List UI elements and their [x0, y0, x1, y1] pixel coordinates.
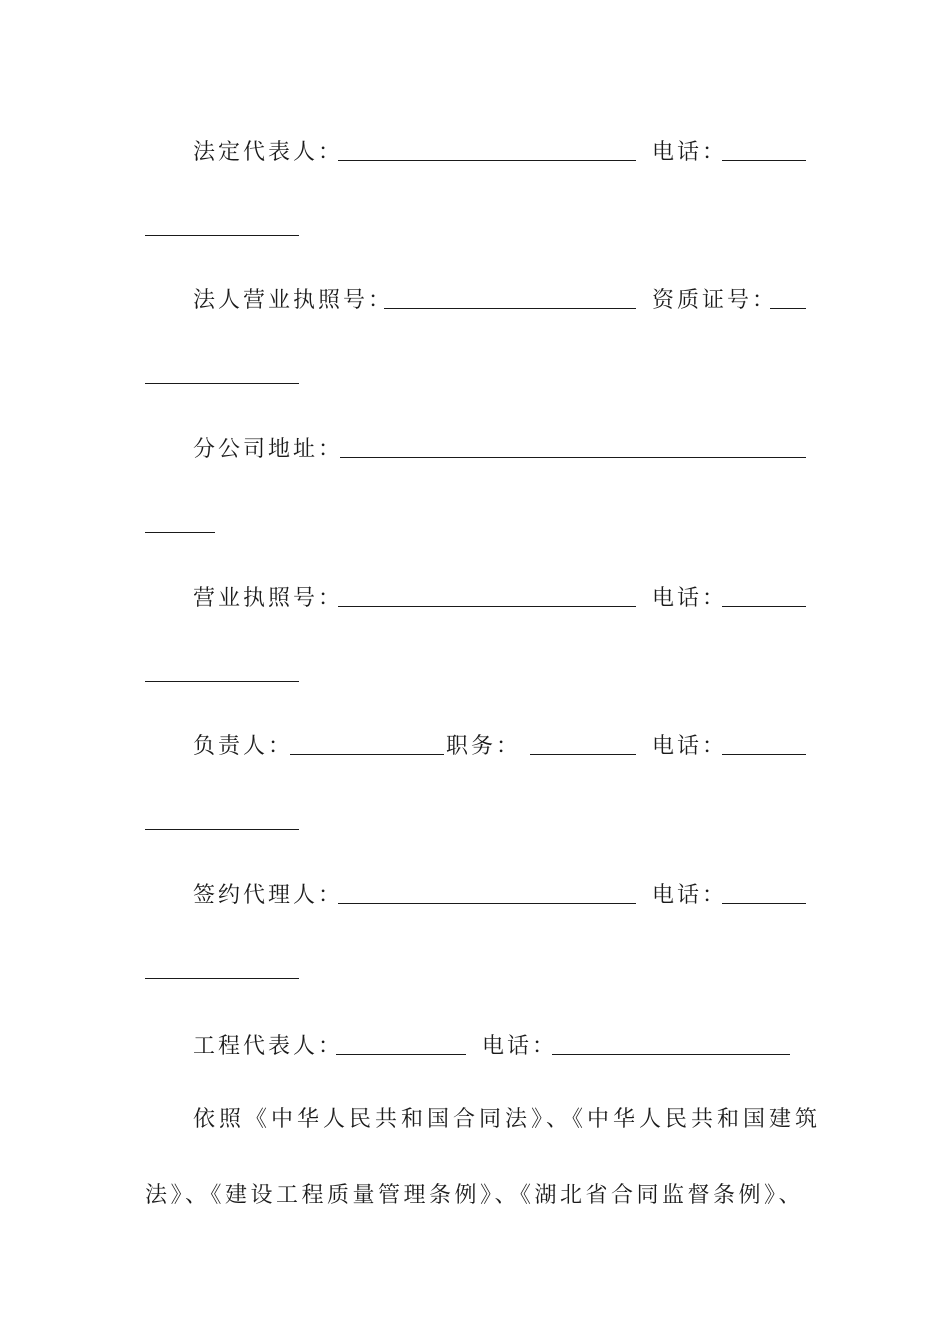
- agent-phone-label: 电话：: [652, 883, 728, 908]
- branch-license-label: 营业执照号：: [193, 586, 344, 611]
- person-in-charge-label: 负责人：: [193, 734, 294, 759]
- branch-phone-blank[interactable]: [722, 606, 806, 607]
- signing-agent-label: 签约代理人：: [193, 883, 344, 908]
- project-rep-phone-blank[interactable]: [552, 1054, 790, 1055]
- position-label: 职务：: [446, 734, 522, 759]
- project-rep-blank[interactable]: [336, 1054, 466, 1055]
- branch-phone-blank-cont[interactable]: [145, 681, 299, 682]
- branch-address-blank[interactable]: [340, 457, 806, 458]
- qualification-label: 资质证号：: [652, 288, 778, 313]
- person-phone-blank[interactable]: [722, 754, 806, 755]
- branch-phone-label: 电话：: [652, 586, 728, 611]
- body-text-line-2: 法》、《建设工程质量管理条例》、《湖北省合同监督条例》、: [145, 1183, 805, 1208]
- person-phone-blank-cont[interactable]: [145, 829, 299, 830]
- branch-address-label: 分公司地址：: [193, 437, 344, 462]
- person-in-charge-blank[interactable]: [290, 754, 444, 755]
- body-text-line-1: 依照《中华人民共和国合同法》、《中华人民共和国建筑: [193, 1107, 822, 1132]
- qualification-blank-cont[interactable]: [145, 383, 299, 384]
- person-phone-label: 电话：: [652, 734, 728, 759]
- license-no-blank[interactable]: [384, 308, 636, 309]
- signing-agent-blank[interactable]: [338, 903, 636, 904]
- agent-phone-blank-cont[interactable]: [145, 978, 299, 979]
- legal-rep-blank[interactable]: [338, 160, 636, 161]
- legal-rep-phone-blank[interactable]: [722, 160, 806, 161]
- position-blank[interactable]: [530, 754, 636, 755]
- project-rep-label: 工程代表人：: [193, 1034, 344, 1059]
- legal-rep-phone-label: 电话：: [652, 140, 728, 165]
- qualification-blank[interactable]: [770, 308, 806, 309]
- license-no-label: 法人营业执照号：: [193, 288, 394, 313]
- branch-license-blank[interactable]: [338, 606, 636, 607]
- project-rep-phone-label: 电话：: [482, 1034, 558, 1059]
- agent-phone-blank[interactable]: [722, 903, 806, 904]
- branch-address-blank-cont[interactable]: [145, 532, 215, 533]
- legal-rep-label: 法定代表人：: [193, 140, 344, 165]
- legal-rep-phone-blank-cont[interactable]: [145, 235, 299, 236]
